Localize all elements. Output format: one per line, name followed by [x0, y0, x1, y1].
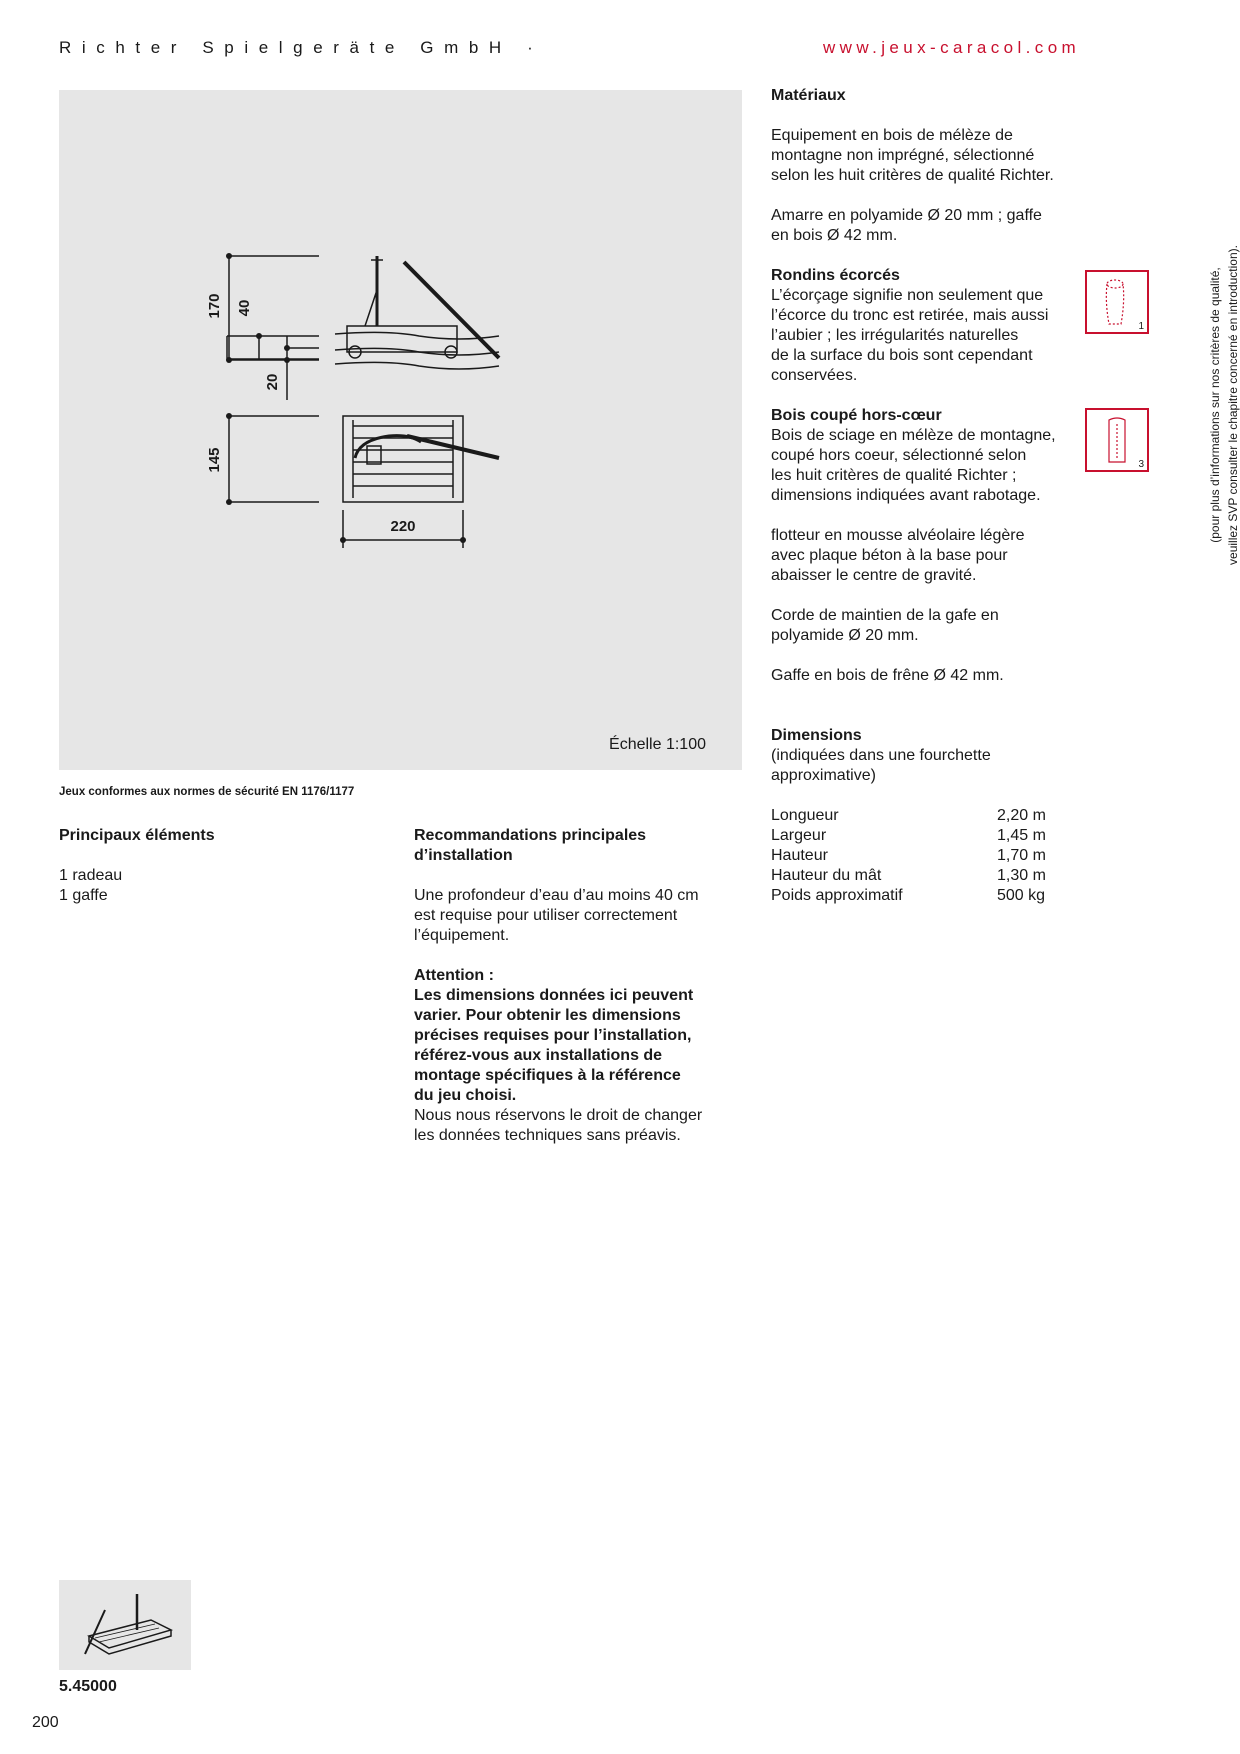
scale-label: Échelle 1:100	[609, 736, 706, 753]
dim-dot	[226, 499, 232, 505]
dimension-row	[771, 846, 1091, 866]
attention-line: référez-vous aux installations de	[414, 1047, 663, 1064]
dim-label-220: 220	[390, 518, 416, 535]
dimension-value: 1,70 m	[997, 847, 1046, 864]
article-number: 5.45000	[59, 1678, 117, 1695]
dim-label-145: 145	[206, 447, 223, 473]
dimension-row	[771, 866, 1091, 886]
installation-title-2: d’installation	[414, 847, 513, 864]
text-line: de la surface du bois sont cependant	[771, 347, 1033, 364]
rondins-quality-icon	[1085, 270, 1149, 334]
text-line: dimensions indiquées avant rabotage.	[771, 487, 1041, 504]
dimension-value: 500 kg	[997, 887, 1046, 904]
dim-dot	[256, 333, 262, 339]
text-line: les huit critères de qualité Richter ;	[771, 467, 1017, 484]
text-line: l’aubier ; les irrégularités naturelles	[771, 327, 1019, 344]
text-line: selon les huit critères de qualité Richter.	[771, 167, 1054, 184]
attention-line: Les dimensions données ici peuvent	[414, 987, 694, 1004]
dimensions-title: Dimensions	[771, 727, 862, 744]
dimension-value: 1,30 m	[997, 867, 1046, 884]
text-line: flotteur en mousse alvéolaire légère	[771, 527, 1025, 544]
dimensions-subtitle: (indiquées dans une fourchette	[771, 747, 991, 764]
mast-brace	[365, 290, 377, 326]
header-url-link[interactable]: www.jeux-caracol.com	[823, 38, 1081, 57]
dim-label-170: 170	[206, 293, 223, 319]
text-line: conservées.	[771, 367, 858, 384]
text-line: l’équipement.	[414, 927, 510, 944]
attention-line: montage spécifiques à la référence	[414, 1067, 681, 1084]
dimension-row	[771, 806, 1091, 826]
side-note	[1206, 230, 1240, 580]
text-line: les données techniques sans préavis.	[414, 1127, 681, 1144]
attention-line: précises requises pour l’installation,	[414, 1027, 692, 1044]
dim-dot	[284, 345, 290, 351]
dimension-row	[771, 826, 1091, 846]
text-line: abaisser le centre de gravité.	[771, 567, 977, 584]
dimension-label: Hauteur	[771, 847, 828, 864]
pole	[404, 262, 499, 358]
dimension-label: Hauteur du mât	[771, 867, 882, 884]
dimension-label: Largeur	[771, 827, 827, 844]
raft-icon	[59, 1580, 191, 1670]
dim-label-20: 20	[264, 373, 281, 391]
safety-note: Jeux conformes aux normes de sécurité EN 1176/1177	[59, 786, 355, 798]
main-elements-section	[59, 826, 359, 906]
materials-title: Matériaux	[771, 87, 846, 104]
list-item: 1 gaffe	[59, 887, 108, 904]
text-line: en bois Ø 42 mm.	[771, 227, 898, 244]
text-line: Equipement en bois de mélèze de	[771, 127, 1013, 144]
product-thumbnail	[59, 1580, 191, 1670]
text-line: Bois de sciage en mélèze de montagne,	[771, 427, 1056, 444]
bois-title: Bois coupé hors-cœur	[771, 407, 942, 424]
dimension-label: Longueur	[771, 807, 839, 824]
text-line: coupé hors coeur, sélectionné selon	[771, 447, 1027, 464]
text-line: Amarre en polyamide Ø 20 mm ; gaffe	[771, 207, 1042, 224]
attention-line: varier. Pour obtenir les dimensions	[414, 1007, 681, 1024]
side-note-line: (pour plus d’informations sur nos critères de qualité,	[1208, 267, 1222, 543]
raft-top	[343, 416, 463, 502]
text-line: montagne non imprégné, sélectionné	[771, 147, 1035, 164]
text-line: Nous nous réservons le droit de changer	[414, 1107, 703, 1124]
dimension-value: 1,45 m	[997, 827, 1046, 844]
bois-quality-icon	[1085, 408, 1149, 472]
dimension-value: 2,20 m	[997, 807, 1046, 824]
dim-dot	[284, 357, 290, 363]
dim-dot	[340, 537, 346, 543]
header-company: Richter Spielgeräte GmbH ·	[59, 38, 544, 57]
rondins-title: Rondins écorcés	[771, 267, 900, 284]
water-line	[335, 362, 499, 369]
text-line: Corde de maintien de la gafe en	[771, 607, 999, 624]
text-line: polyamide Ø 20 mm.	[771, 627, 919, 644]
quality-icon-number: 3	[1138, 459, 1144, 470]
dim-dot	[226, 413, 232, 419]
dimension-row	[771, 886, 1091, 906]
dim-dot	[460, 537, 466, 543]
dim-dot	[226, 253, 232, 259]
quality-icon-number: 1	[1138, 321, 1144, 332]
installation-section	[414, 826, 744, 1146]
dimensions-subtitle: approximative)	[771, 767, 876, 784]
text-line: L’écorçage signifie non seulement que	[771, 287, 1044, 304]
text-line: avec plaque béton à la base pour	[771, 547, 1008, 564]
text-line: l’écorce du tronc est retirée, mais aussi	[771, 307, 1049, 324]
text-line: est requise pour utiliser correctement	[414, 907, 678, 924]
attention-title: Attention :	[414, 967, 494, 984]
materials-section	[771, 86, 1091, 906]
dim-label-40: 40	[236, 299, 253, 317]
drawing-svg	[59, 90, 742, 770]
main-elements-title: Principaux éléments	[59, 827, 215, 844]
dim-dot	[226, 357, 232, 363]
attention-line: du jeu choisi.	[414, 1087, 517, 1104]
text-line: Gaffe en bois de frêne Ø 42 mm.	[771, 667, 1004, 684]
installation-title: Recommandations principales	[414, 827, 647, 844]
side-note-line: veuillez SVP consulter le chapitre concerné en introduction).	[1226, 245, 1240, 565]
dimension-label: Poids approximatif	[771, 887, 903, 904]
text-line: Une profondeur d’eau d’au moins 40 cm	[414, 887, 699, 904]
technical-drawing	[59, 90, 742, 770]
list-item: 1 radeau	[59, 867, 123, 884]
page-number: 200	[32, 1714, 59, 1731]
